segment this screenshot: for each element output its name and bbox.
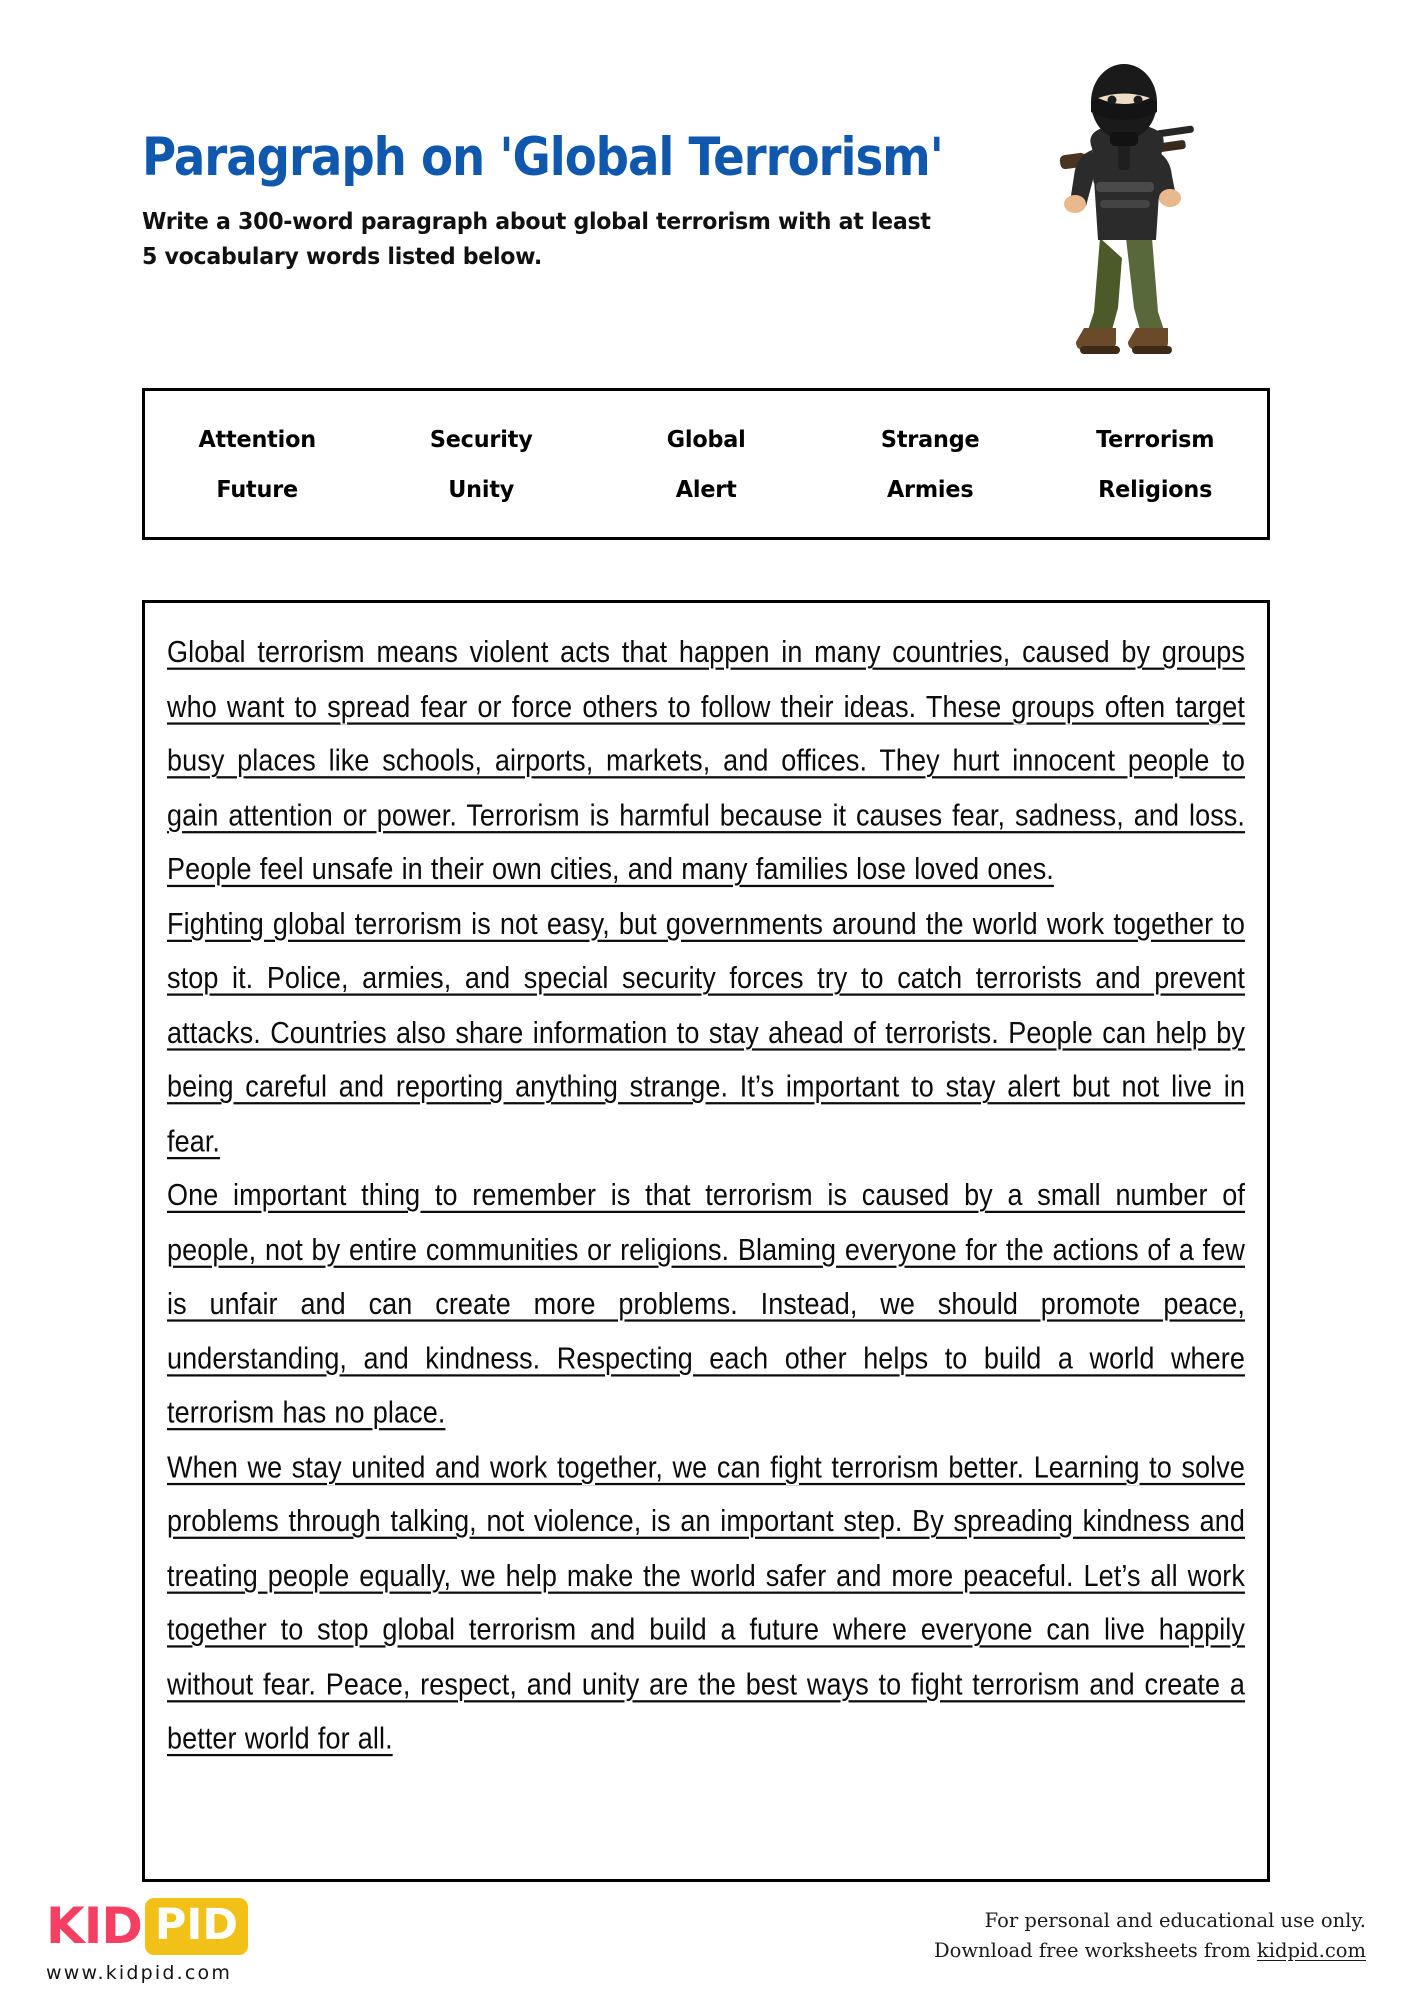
paragraph-block	[167, 1440, 1245, 1766]
header	[142, 127, 1042, 275]
paragraph-block-text: One important thing to remember is that terrorism is caused by a small number of people, not by entire communities or religions. Blaming everyone for the actions of a few is unfair and can create more problems. Instead, we should promote peace, understanding, and kindness. Respecting each other helps to build a world where terrorism has no place.	[167, 1178, 1245, 1430]
page-title: Paragraph on 'Global Terrorism'	[142, 127, 943, 188]
vocabulary-word: Religions	[1097, 475, 1212, 503]
paragraph-block	[167, 1168, 1245, 1440]
vocabulary-word: Armies	[887, 475, 974, 503]
paragraph-block	[167, 625, 1245, 897]
kidpid-logo[interactable]	[46, 1898, 376, 1954]
paragraph-answer-box[interactable]	[142, 600, 1270, 1882]
vocabulary-word: Global	[666, 425, 746, 453]
vocabulary-word: Terrorism	[1095, 425, 1214, 453]
vocabulary-word: Attention	[198, 425, 316, 453]
logo-website-url: www.kidpid.com	[46, 1962, 233, 1984]
vocabulary-word: Strange	[881, 425, 980, 453]
paragraph-block-text: Global terrorism means violent acts that happen in many countries, caused by groups who want to spread fear or force others to follow their ideas. These groups often target busy places like schools, airports, markets, and offices. They hurt innocent people to gain attention or power. Terrorism is harmful because it causes fear, sadness, and loss. People feel unsafe in their own cities, and many families lose loved ones.	[167, 635, 1245, 886]
download-prefix: Download free worksheets from	[933, 1939, 1257, 1963]
footer-usage-note	[934, 1906, 1366, 1966]
paragraph-block-text: When we stay united and work together, we can fight terrorism better. Learning to solve problems through talking, not violence, is an important step. By spreading kindness and treating people equally, we help make the world safer and more peaceful. Let’s all work together to stop global terrorism and build a future where everyone can live happily without fear. Peace, respect, and unity are the best ways to fight terrorism and create a better world for all.	[167, 1449, 1245, 1756]
paragraph-text	[167, 625, 1245, 1766]
vocabulary-word: Unity	[448, 475, 515, 503]
usage-note-line1: For personal and educational use only.	[984, 1909, 1366, 1932]
vocabulary-word: Security	[430, 425, 533, 453]
logo-pid-text: PID	[145, 1898, 248, 1955]
vocabulary-word: Future	[216, 475, 299, 503]
vocabulary-row	[145, 464, 1267, 514]
vocabulary-row	[145, 414, 1267, 464]
masked-gunman-illustration	[1030, 62, 1220, 362]
logo-kid-text: KID	[46, 1897, 142, 1955]
vocabulary-word: Alert	[675, 475, 737, 503]
paragraph-block-text: Fighting global terrorism is not easy, but governments around the world work together to stop it. Police, armies, and special security forces try to catch terrorists and prevent attacks. Countries also share information to stay ahead of terrorists. People can help by being careful and reporting anything strange. It’s important to stay alert but not live in fear.	[167, 906, 1245, 1158]
footer-logo[interactable]	[46, 1898, 376, 1984]
vocabulary-box	[142, 388, 1270, 540]
paragraph-block	[167, 897, 1245, 1169]
kidpid-link[interactable]: kidpid.com	[1256, 1939, 1366, 1963]
worksheet-instructions: Write a 300-word paragraph about global terrorism with at least 5 vocabulary words listed below.	[142, 206, 931, 271]
usage-note-line2	[934, 1936, 1366, 1966]
